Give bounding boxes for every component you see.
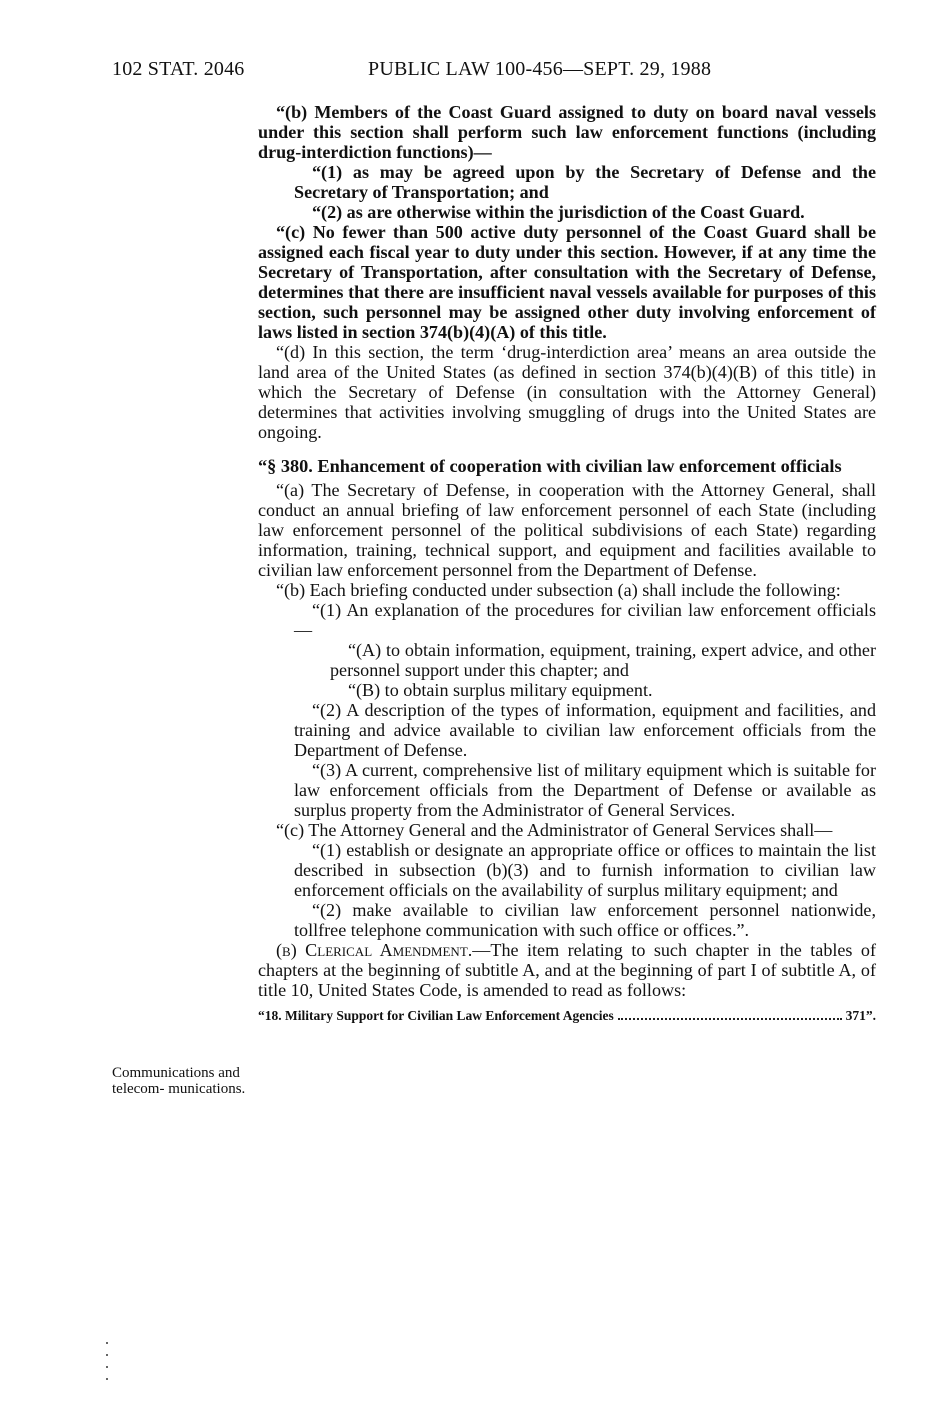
margin-note: Communications and telecom- munications. — [112, 1065, 246, 1097]
leader-dots — [618, 1018, 842, 1020]
para-b-members: “(b) Members of the Coast Guard assigned to duty on board naval vessels under this section shall perform such law enforcement functions (including drug-interdiction functions)— — [258, 102, 876, 162]
para-380-c1: “(1) establish or designate an appropriate office or offices to maintain the list described in subsection (b)(3) and to furnish information to civilian law enforcement officials on the availability of surplus military equipment; and — [294, 840, 876, 900]
page-header-left: 102 STAT. 2046 — [112, 58, 245, 80]
para-380-b1B: “(B) to obtain surplus military equipment. — [348, 680, 653, 700]
clerical-amendment-text: —The item relating to such chapter in the tables of chapters at the beginning of subtitle A, and at the beginning of part I of subtitle A, of title 10, United States Code, is amended to read as follows: — [258, 940, 876, 1000]
para-380-b1A: “(A) to obtain information, equipment, training, expert advice, and other personnel support under this chapter; and — [330, 640, 876, 680]
para-380-b: “(b) Each briefing conducted under subsection (a) shall include the following: — [276, 580, 841, 600]
para-380-b1: “(1) An explanation of the procedures for civilian law enforcement officials— — [294, 600, 876, 640]
para-380-b3: “(3) A current, comprehensive list of military equipment which is suitable for law enforcement officials from the Department of Defense or available as surplus property from the Administrator of General Services. — [294, 760, 876, 820]
chapter-table-entry: “18. Military Support for Civilian Law Enforcement Agencies — [258, 1008, 614, 1023]
chapter-table-row — [258, 1006, 876, 1026]
para-380-b2: “(2) A description of the types of information, equipment and facilities, and training and advice available to civilian law enforcement officials from the Department of Defense. — [294, 700, 876, 760]
page-header-title: PUBLIC LAW 100-456—SEPT. 29, 1988 — [368, 58, 712, 80]
chapter-table-section: 371”. — [845, 1008, 876, 1023]
para-b1: “(1) as may be agreed upon by the Secretary of Defense and the Secretary of Transportation; and — [294, 162, 876, 202]
para-d: “(d) In this section, the term ‘drug-interdiction area’ means an area outside the land area of the United States (as defined in section 374(b)(4)(B) of this title) in which the Secretary of Defense (in consultation with the Attorney General) determines that activities involving smuggling of drugs into the United States are ongoing. — [258, 342, 876, 442]
para-380-c2: “(2) make available to civilian law enforcement personnel nationwide, tollfree telephone communication with such office or offices.”. — [294, 900, 876, 940]
clerical-amendment-label: (b) Clerical Amendment. — [276, 940, 473, 960]
section-380-heading: “§ 380. Enhancement of cooperation with civilian law enforcement officials — [258, 456, 842, 476]
scan-specks — [104, 1332, 110, 1392]
para-380-c: “(c) The Attorney General and the Administrator of General Services shall— — [276, 820, 833, 840]
clerical-amendment — [258, 940, 876, 1000]
para-b2: “(2) as are otherwise within the jurisdiction of the Coast Guard. — [312, 202, 805, 222]
para-380-a: “(a) The Secretary of Defense, in cooperation with the Attorney General, shall conduct an annual briefing of law enforcement personnel of each State (including law enforcement personnel of the political subdivisions of each State) regarding information, training, technical support, and equipment and facilities available to civilian law enforcement personnel from the Department of Defense. — [258, 480, 876, 580]
document-body — [258, 102, 876, 1026]
para-c: “(c) No fewer than 500 active duty personnel of the Coast Guard shall be assigned each fiscal year to duty under this section. However, if at any time the Secretary of Transportation, after consultation with the Secretary of Defense, determines that there are insufficient naval vessels available for purposes of this section, such personnel may be assigned other duty involving enforcement of laws listed in section 374(b)(4)(A) of this title. — [258, 222, 876, 342]
